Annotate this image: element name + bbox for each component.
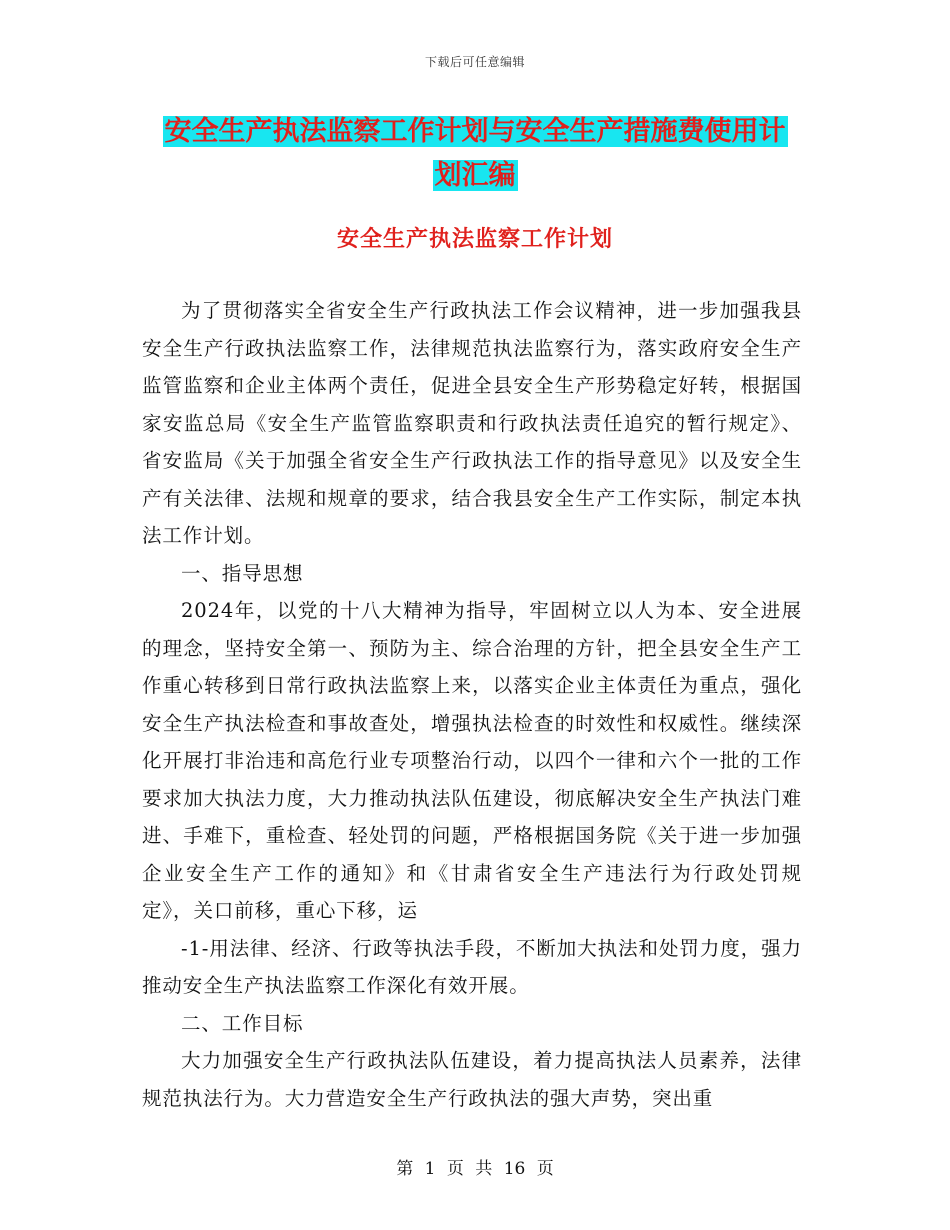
document-body <box>142 292 802 1117</box>
paragraph-guiding-ideology: 2024年，以党的十八大精神为指导，牢固树立以人为本、安全进展的理念，坚持安全第一、预防为主、综合治理的方针，把全县安全生产工作重心转移到日常行政执法监察上来，以落实企业主体责任为重点，强化安全生产执法检查和事故查处，增强执法检查的时效性和权威性。继续深化开展打非治违和高危行业专项整治行动，以四个一律和六个一批的工作要求加大执法力度，大力推动执法队伍建设，彻底解决安全生产执法门难进、手难下，重检查、轻处罚的问题，严格根据国务院《关于进一步加强企业安全生产工作的通知》和《甘肃省安全生产违法行为行政处罚规定》，关口前移，重心下移，运 <box>142 599 802 922</box>
paragraph-continued: -1-用法律、经济、行政等执法手段，不断加大执法和处罚力度，强力推动安全生产执法监察工作深化有效开展。 <box>142 936 802 997</box>
header-note: 下载后可任意编辑 <box>424 55 525 69</box>
document-title <box>140 110 810 198</box>
paragraph-intro: 为了贯彻落实全省安全生产行政执法工作会议精神，进一步加强我县安全生产行政执法监察工作，法律规范执法监察行为，落实政府安全生产监管监察和企业主体两个责任，促进全县安全生产形势稳定好转，根据国家安监总局《安全生产监管监察职责和行政执法责任追究的暂行规定》、省安监局《关于加强全省安全生产行政执法工作的指导意见》以及安全生产有关法律、法规和规章的要求，结合我县安全生产工作实际，制定本执法工作计划。 <box>142 299 802 547</box>
page-number-footer: 第 1 页 共 16 页 <box>396 1159 554 1179</box>
paragraph-work-goals: 大力加强安全生产行政执法队伍建设，着力提高执法人员素养，法律规范执法行为。大力营造安全生产行政执法的强大声势，突出重 <box>142 1049 802 1110</box>
document-title-line-2: 划汇编 <box>434 160 516 191</box>
heading-work-goals: 二、工作目标 <box>181 1011 304 1035</box>
document-title-line-1: 安全生产执法监察工作计划与安全生产措施费使用计 <box>164 116 786 147</box>
heading-guiding-ideology: 一、指导思想 <box>181 561 304 585</box>
section-title: 安全生产执法监察工作计划 <box>336 226 613 252</box>
